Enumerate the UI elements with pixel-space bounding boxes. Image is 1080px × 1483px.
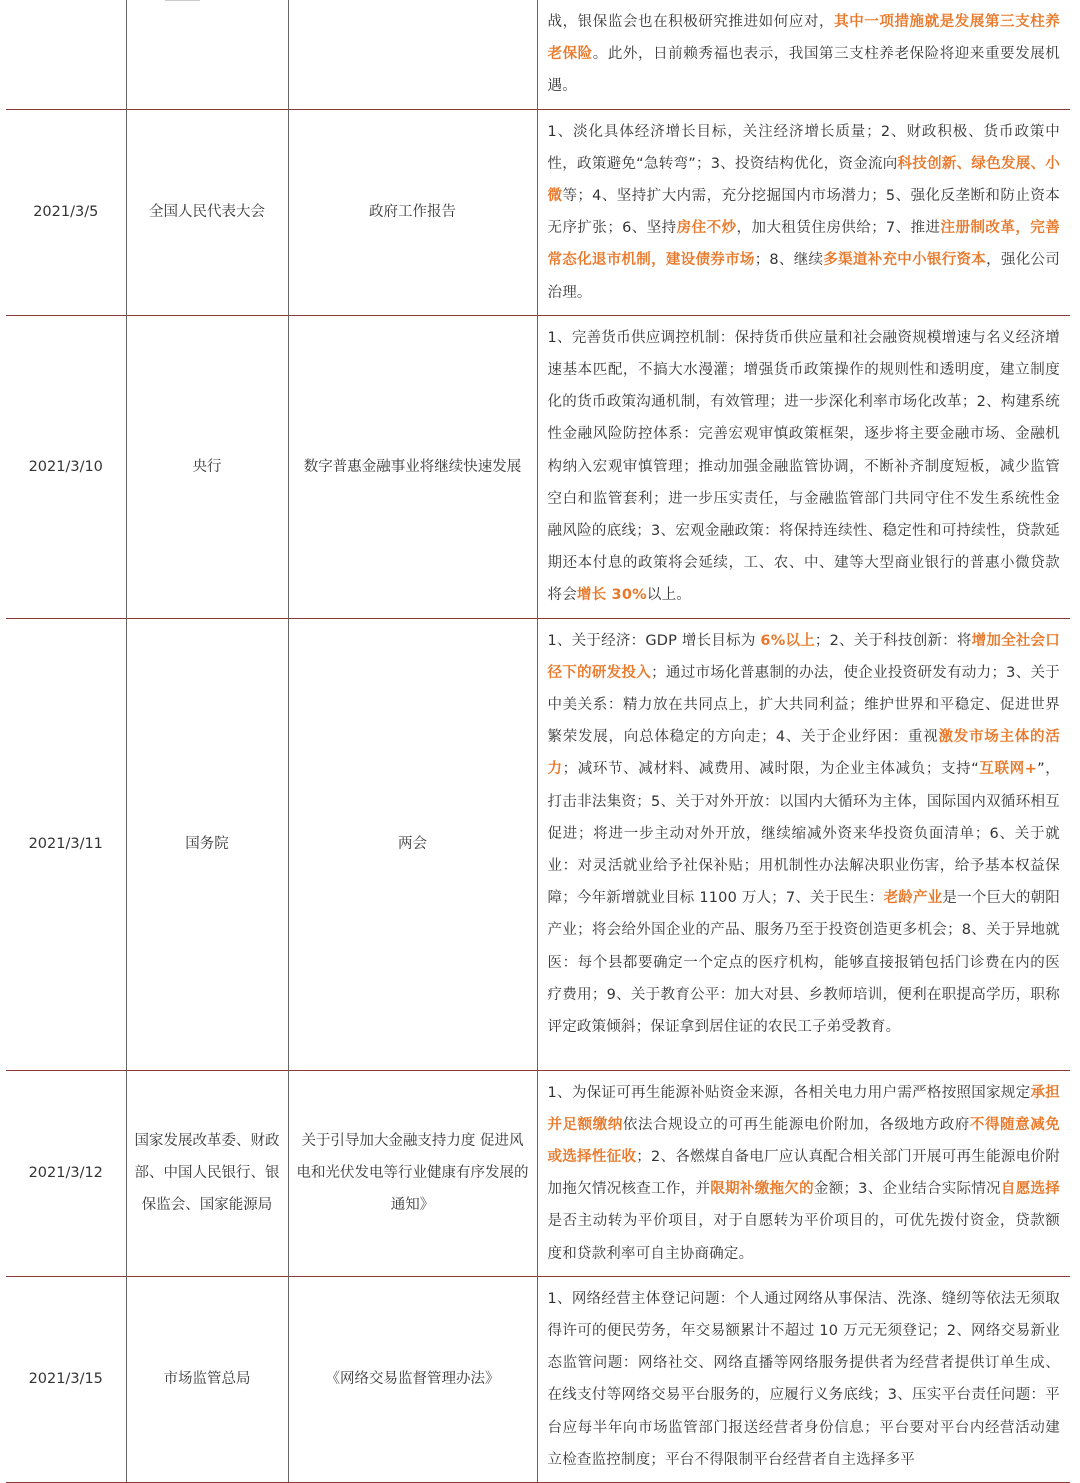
highlight-text: 激发市场主体的活力 — [547, 729, 1060, 778]
highlight-text: 科技创新、绿色发展、小微 — [547, 155, 1061, 205]
agency-cell: 央行 — [126, 315, 288, 618]
highlight-text: 6%以上 — [760, 632, 815, 649]
agency-cell: 国务院 — [126, 618, 288, 1070]
highlight-text: 其中一项措施就是发展第三支柱养老保险 — [547, 14, 1060, 63]
highlight-text: 限期补缴拖欠的 — [710, 1181, 814, 1198]
content-cell — [537, 315, 1070, 618]
date-cell: 2021/3/5 — [6, 109, 126, 315]
date-cell: 2021/3/10 — [6, 315, 126, 618]
content-cell — [537, 0, 1070, 109]
agency-cell: 市场监管总局 — [126, 1276, 288, 1482]
content-text: 1、为保证可再生能源补贴资金来源，各相关电力用户需严格按照国家规定 — [547, 1084, 1031, 1101]
content-text: 1、关于经济：GDP 增长目标为 — [547, 632, 761, 649]
title-cell — [288, 0, 537, 109]
table-row — [6, 618, 1070, 1070]
highlight-text: 承担并足额缴纳 — [547, 1084, 1060, 1133]
table-row — [6, 315, 1070, 618]
agency-cell: 国家发展改革委、财政部、中国人民银行、银保监会、国家能源局 — [126, 1070, 288, 1276]
agency-cell: 全国人民代表大会 — [126, 109, 288, 315]
highlight-text: 不得随意减免或选择性征收 — [547, 1116, 1060, 1166]
content-text: ；2、各燃煤自备电厂应认真配合相关部门开展可再生能源电价附加拖欠情况核查工作，并 — [547, 1149, 1060, 1198]
title-cell: 两会 — [288, 618, 537, 1070]
highlight-text: 自愿选择 — [1000, 1181, 1061, 1198]
agency-cell — [126, 0, 288, 109]
content-text: ；2、关于科技创新：将 — [814, 632, 972, 649]
content-text: 等；4、坚持扩大内需，充分挖掘国内市场潜力；5、强化反垄断和防止资本无序扩张；6、坚持 — [547, 188, 1060, 237]
content-text: 战，银保监会也在积极研究推进如何应对， — [547, 14, 835, 30]
content-cell — [537, 1276, 1070, 1482]
content-cell — [537, 1070, 1070, 1276]
policy-table — [6, 0, 1070, 1483]
content-text: 金额；3、企业结合实际情况 — [813, 1181, 1001, 1198]
content-text: 依法合规设立的可再生能源电价附加，各级地方政府 — [622, 1116, 970, 1133]
date-cell: 2021/3/12 — [6, 1070, 126, 1276]
date-cell — [6, 0, 126, 109]
content-text: ，加大租赁住房供给；7、推进 — [736, 220, 941, 237]
highlight-text: 老龄产业 — [883, 890, 943, 907]
content-text: 1、网络经营主体登记问题：个人通过网络从事保洁、洗涤、缝纫等依法无须取得许可的便民劳务，年交易额累计不超过 10 万元无须登记；2、网络交易新业态监管问题：网络社交、网络直播等网络服务提供者为经营者提供订单生成、在线支付等网络交易平台服务的，应履行义务底线；3、压实平台责任问题：平台应每半年向市场监管部门报送经营者身份信息；平台要对平台内经营活动建立检查监控制度；平台不得限制平台经营者自主选择多平 — [547, 1290, 1060, 1468]
content-text: 1、完善货币供应调控机制：保持货币供应量和社会融资规模增速与名义经济增速基本匹配，不搞大水漫灌；增强货币政策操作的规则性和透明度，建立制度化的货币政策沟通机制，有效管理；进一步深化利率市场化改革；2、构建系统性金融风险防控体系：完善宏观审慎政策框架，逐步将主要金融市场、金融机构纳入宏观审慎管理；推动加强金融监管协调，不断补齐制度短板，减少监管空白和监管套利；进一步压实责任，与金融监管部门共同守住不发生系统性金融风险的底线；3、宏观金融政策：将保持连续性、稳定性和可持续性，贷款延期还本付息的政策将会延续，工、农、中、建等大型商业银行的普惠小微贷款将会 — [547, 329, 1060, 604]
content-text: 是一个巨大的朝阳产业；将会给外国企业的产品、服务乃至于投资创造更多机会；8、关于异地就医：每个县都要确定一个定点的医疗机构，能够直接报销包括门诊费在内的医疗费用；9、关于教育公平：加大对县、乡教师培训，便利在职提高学历，职称评定政策倾斜；保证拿到居住证的农民工子弟受教育。 — [547, 890, 1060, 1036]
content-text: 1、淡化具体经济增长目标，关注经济增长质量；2、财政积极、货币政策中性，政策避免“急转弯”；3、投资结构优化，资金流向 — [547, 123, 1060, 172]
highlight-text: 增加全社会口径下的研发投入 — [547, 632, 1060, 681]
highlight-text: 增长 30% — [576, 587, 647, 604]
content-cell — [537, 618, 1070, 1070]
content-text: ；减环节、减材料、减费用、减时限，为企业主体减负；支持“ — [562, 761, 979, 778]
table-row — [6, 1276, 1070, 1482]
content-text: 以上。 — [646, 587, 691, 604]
content-cell — [537, 109, 1070, 315]
highlight-text: 多渠道补充中小银行资本 — [823, 252, 987, 269]
table-row — [6, 109, 1070, 315]
table-row — [6, 0, 1070, 109]
title-cell: 数字普惠金融事业将继续快速发展 — [288, 315, 537, 618]
highlight-text: 注册制改革，完善常态化退市机制，建设债券市场 — [547, 220, 1060, 269]
content-text: 是否主动转为平价项目，对于自愿转为平价项目的，可优先拨付资金，贷款额度和贷款利率可自主协商确定。 — [547, 1213, 1060, 1262]
date-cell: 2021/3/15 — [6, 1276, 126, 1482]
table-row — [6, 1070, 1070, 1276]
title-cell: 政府工作报告 — [288, 109, 537, 315]
highlight-text: 房住不炒 — [676, 220, 737, 237]
content-text: ”，打击非法集资；5、关于对外开放：以国内大循环为主体，国际国内双循环相互促进；将进一步主动对外开放，继续缩减外资来华投资负面清单；6、关于就业：对灵活就业给予社保补贴；用机制性办法解决职业伤害，给予基本权益保障；今年新增就业目标 1100 万人；7、关于民生： — [547, 761, 1060, 907]
content-text: ，强化公司治理。 — [547, 252, 1061, 301]
content-text: ；通过市场化普惠制的办法，使企业投资研发有动力；3、关于中美关系：精力放在共同点上，扩大共同利益；维护世界和平稳定、促进世界繁荣发展，向总体稳定的方向走；4、关于企业纾困：重视 — [547, 664, 1060, 746]
title-cell: 《网络交易监督管理办法》 — [288, 1276, 537, 1482]
date-cell: 2021/3/11 — [6, 618, 126, 1070]
highlight-text: 互联网+ — [978, 761, 1038, 778]
content-text: 。此外，日前赖秀福也表示，我国第三支柱养老保险将迎来重要发展机遇。 — [547, 46, 1060, 95]
title-cell: 关于引导加大金融支持力度 促进风电和光伏发电等行业健康有序发展的通知》 — [288, 1070, 537, 1276]
content-text: ；8、继续 — [754, 252, 824, 269]
policy-table-body — [6, 0, 1070, 1483]
